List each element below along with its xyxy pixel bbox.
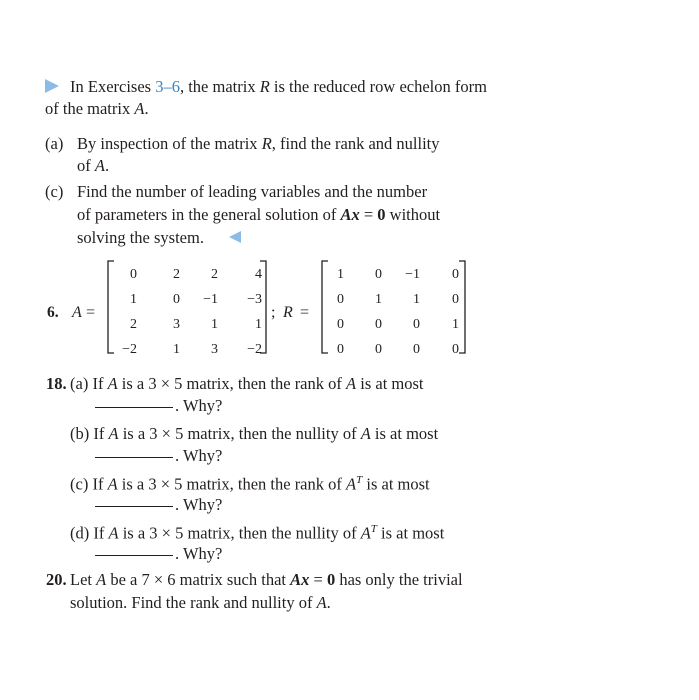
R-left-bracket bbox=[322, 261, 328, 353]
left-arrow-marker-icon bbox=[229, 231, 241, 243]
A-cell-r2-c2: 0 bbox=[173, 292, 180, 307]
ex18-c-line-1 bbox=[70, 475, 430, 493]
ex18-a-line-2 bbox=[95, 398, 222, 415]
intro-line2-text: of the matrix bbox=[45, 99, 135, 118]
ex6-eq-2: = bbox=[300, 304, 310, 321]
ex18-d-line-1 bbox=[70, 524, 444, 542]
part-a-line-1 bbox=[77, 136, 440, 153]
ex18-b-line-1 bbox=[70, 426, 438, 443]
ex18-a-label: (a) bbox=[70, 374, 89, 393]
part-a-line-2 bbox=[77, 158, 109, 175]
A-cell-r1-c2: 2 bbox=[173, 267, 180, 282]
A-cell-r4-c1: −2 bbox=[122, 342, 137, 357]
exercise-6-matrices bbox=[0, 258, 699, 378]
ex18-b-why: . Why? bbox=[175, 446, 223, 465]
R-cell-r2-c1: 0 bbox=[337, 292, 344, 307]
ex18-d-label: (d) bbox=[70, 523, 90, 543]
var-R: R bbox=[259, 77, 270, 96]
intro-mid: , the matrix bbox=[179, 77, 260, 96]
var-A: A bbox=[346, 474, 357, 494]
ex18-a-post: is at most bbox=[356, 374, 424, 393]
R-cell-r2-c3: 1 bbox=[413, 292, 420, 307]
ex18-b-label: (b) bbox=[70, 424, 90, 443]
part-c-line-1: Find the number of leading variables and the number bbox=[77, 182, 428, 201]
answer-blank[interactable] bbox=[95, 457, 173, 458]
var-A: A bbox=[134, 99, 145, 118]
ex18-c-line-2 bbox=[95, 497, 222, 514]
R-cell-r1-c1: 1 bbox=[337, 267, 344, 282]
var-A: A bbox=[360, 523, 371, 543]
part-c-line-3: solving the system. bbox=[77, 228, 204, 247]
A-cell-r3-c2: 3 bbox=[173, 317, 180, 332]
R-right-bracket bbox=[459, 261, 465, 353]
ex18-b-line-2 bbox=[95, 448, 222, 465]
ex6-separator: ; bbox=[271, 304, 276, 321]
ex20-end: . bbox=[326, 593, 331, 612]
part-a-text-2: of bbox=[77, 156, 95, 175]
var-A: A bbox=[108, 523, 119, 543]
part-c-text-b: without bbox=[385, 205, 441, 224]
ex18-a-pre: If bbox=[92, 374, 108, 393]
ex18-c-label: (c) bbox=[70, 474, 89, 494]
R-cell-r4-c3: 0 bbox=[413, 342, 420, 357]
transpose-sup: T bbox=[370, 523, 377, 535]
equals: = bbox=[309, 570, 327, 589]
ex18-c-mid: is a 3 × 5 matrix, then the rank of bbox=[117, 474, 347, 494]
ex6-A-label: A bbox=[72, 304, 82, 321]
answer-blank[interactable] bbox=[95, 506, 173, 507]
ex18-a-why: . Why? bbox=[175, 396, 223, 415]
var-A: A bbox=[360, 424, 371, 443]
var-A: A bbox=[96, 570, 107, 589]
answer-blank[interactable] bbox=[95, 407, 173, 408]
A-cell-r1-c4: 4 bbox=[255, 267, 262, 282]
A-cell-r1-c3: 2 bbox=[211, 267, 218, 282]
R-cell-r1-c2: 0 bbox=[375, 267, 382, 282]
R-cell-r2-c4: 0 bbox=[452, 292, 459, 307]
var-A: A bbox=[346, 374, 357, 393]
part-c-label: (c) bbox=[45, 182, 64, 201]
A-cell-r4-c3: 3 bbox=[211, 342, 218, 357]
A-cell-r3-c4: 1 bbox=[255, 317, 262, 332]
R-cell-r3-c3: 0 bbox=[413, 317, 420, 332]
ex18-b-post: is at most bbox=[370, 424, 439, 443]
intro-mid2: is the reduced row echelon form bbox=[269, 77, 487, 96]
ex18-d-why: . Why? bbox=[175, 544, 223, 563]
A-cell-r4-c4: −2 bbox=[247, 342, 262, 357]
ex18-b-mid: is a 3 × 5 matrix, then the nullity of bbox=[118, 424, 361, 443]
ex20-text-a: Let bbox=[70, 570, 97, 589]
ex18-d-line-2 bbox=[95, 546, 222, 563]
ex20-text-2: solution. Find the rank and nullity of bbox=[70, 593, 317, 612]
var-Ax: Ax bbox=[290, 570, 310, 589]
var-A: A bbox=[108, 424, 119, 443]
ex20-text-b: be a 7 × 6 matrix such that bbox=[106, 570, 291, 589]
ex20-line-1 bbox=[70, 572, 463, 589]
var-R: R bbox=[261, 134, 272, 153]
var-A: A bbox=[94, 156, 105, 175]
var-A: A bbox=[316, 593, 327, 612]
ex18-d-mid: is a 3 × 5 matrix, then the nullity of bbox=[118, 523, 361, 543]
A-cell-r1-c1: 0 bbox=[130, 267, 137, 282]
R-cell-r3-c2: 0 bbox=[375, 317, 382, 332]
R-cell-r3-c1: 0 bbox=[337, 317, 344, 332]
R-cell-r1-c4: 0 bbox=[452, 267, 459, 282]
part-a-end: . bbox=[104, 156, 110, 175]
ex20-label: 20. bbox=[46, 570, 67, 589]
intro-line-1 bbox=[70, 79, 487, 96]
ex18-a-line-1 bbox=[70, 376, 424, 393]
A-cell-r3-c3: 1 bbox=[211, 317, 218, 332]
A-cell-r4-c2: 1 bbox=[173, 342, 180, 357]
var-A: A bbox=[107, 374, 118, 393]
zero-vector: 0 bbox=[326, 570, 336, 589]
R-matrix-cells bbox=[337, 267, 459, 357]
ex6-R-label: R bbox=[283, 304, 293, 321]
ex18-label: 18. bbox=[46, 374, 67, 393]
exercise-range-link[interactable]: 3–6 bbox=[155, 77, 180, 96]
ex18-c-pre: If bbox=[92, 474, 108, 494]
A-matrix-cells bbox=[122, 267, 262, 357]
part-a-text: By inspection of the matrix bbox=[77, 134, 262, 153]
var-Ax: Ax bbox=[340, 205, 360, 224]
intro-line-2 bbox=[45, 101, 149, 118]
ex18-d-pre: If bbox=[93, 523, 109, 543]
ex18-a-mid: is a 3 × 5 matrix, then the rank of bbox=[117, 374, 347, 393]
ex20-text-c: has only the trivial bbox=[335, 570, 463, 589]
ex18-c-post: is at most bbox=[362, 474, 430, 494]
A-left-bracket bbox=[108, 261, 114, 353]
R-cell-r4-c1: 0 bbox=[337, 342, 344, 357]
ex18-c-why: . Why? bbox=[175, 495, 223, 514]
R-cell-r3-c4: 1 bbox=[452, 317, 459, 332]
A-cell-r2-c3: −1 bbox=[203, 292, 218, 307]
part-c-text: of parameters in the general solution of bbox=[77, 205, 341, 224]
zero-vector: 0 bbox=[377, 205, 386, 224]
A-cell-r2-c1: 1 bbox=[130, 292, 137, 307]
ex20-line-2 bbox=[70, 595, 331, 612]
A-cell-r3-c1: 2 bbox=[130, 317, 137, 332]
equals: = bbox=[359, 205, 378, 224]
var-A: A bbox=[107, 474, 118, 494]
A-cell-r2-c4: −3 bbox=[247, 292, 262, 307]
ex18-d-post: is at most bbox=[376, 523, 445, 543]
R-cell-r4-c4: 0 bbox=[452, 342, 459, 357]
part-a-label: (a) bbox=[45, 134, 64, 153]
ex6-label: 6. bbox=[47, 304, 59, 321]
transpose-sup: T bbox=[356, 474, 363, 486]
part-a-text-b: , find the rank and nullity bbox=[271, 134, 440, 153]
R-cell-r4-c2: 0 bbox=[375, 342, 382, 357]
part-c-line-2 bbox=[77, 207, 440, 224]
right-arrow-marker-icon bbox=[45, 79, 59, 93]
R-cell-r1-c3: −1 bbox=[405, 267, 420, 282]
R-cell-r2-c2: 1 bbox=[375, 292, 382, 307]
ex18-b-pre: If bbox=[93, 424, 109, 443]
answer-blank[interactable] bbox=[95, 555, 173, 556]
intro-end: . bbox=[144, 99, 149, 118]
ex6-eq-1: = bbox=[86, 304, 96, 321]
intro-prefix: In Exercises bbox=[70, 77, 156, 96]
